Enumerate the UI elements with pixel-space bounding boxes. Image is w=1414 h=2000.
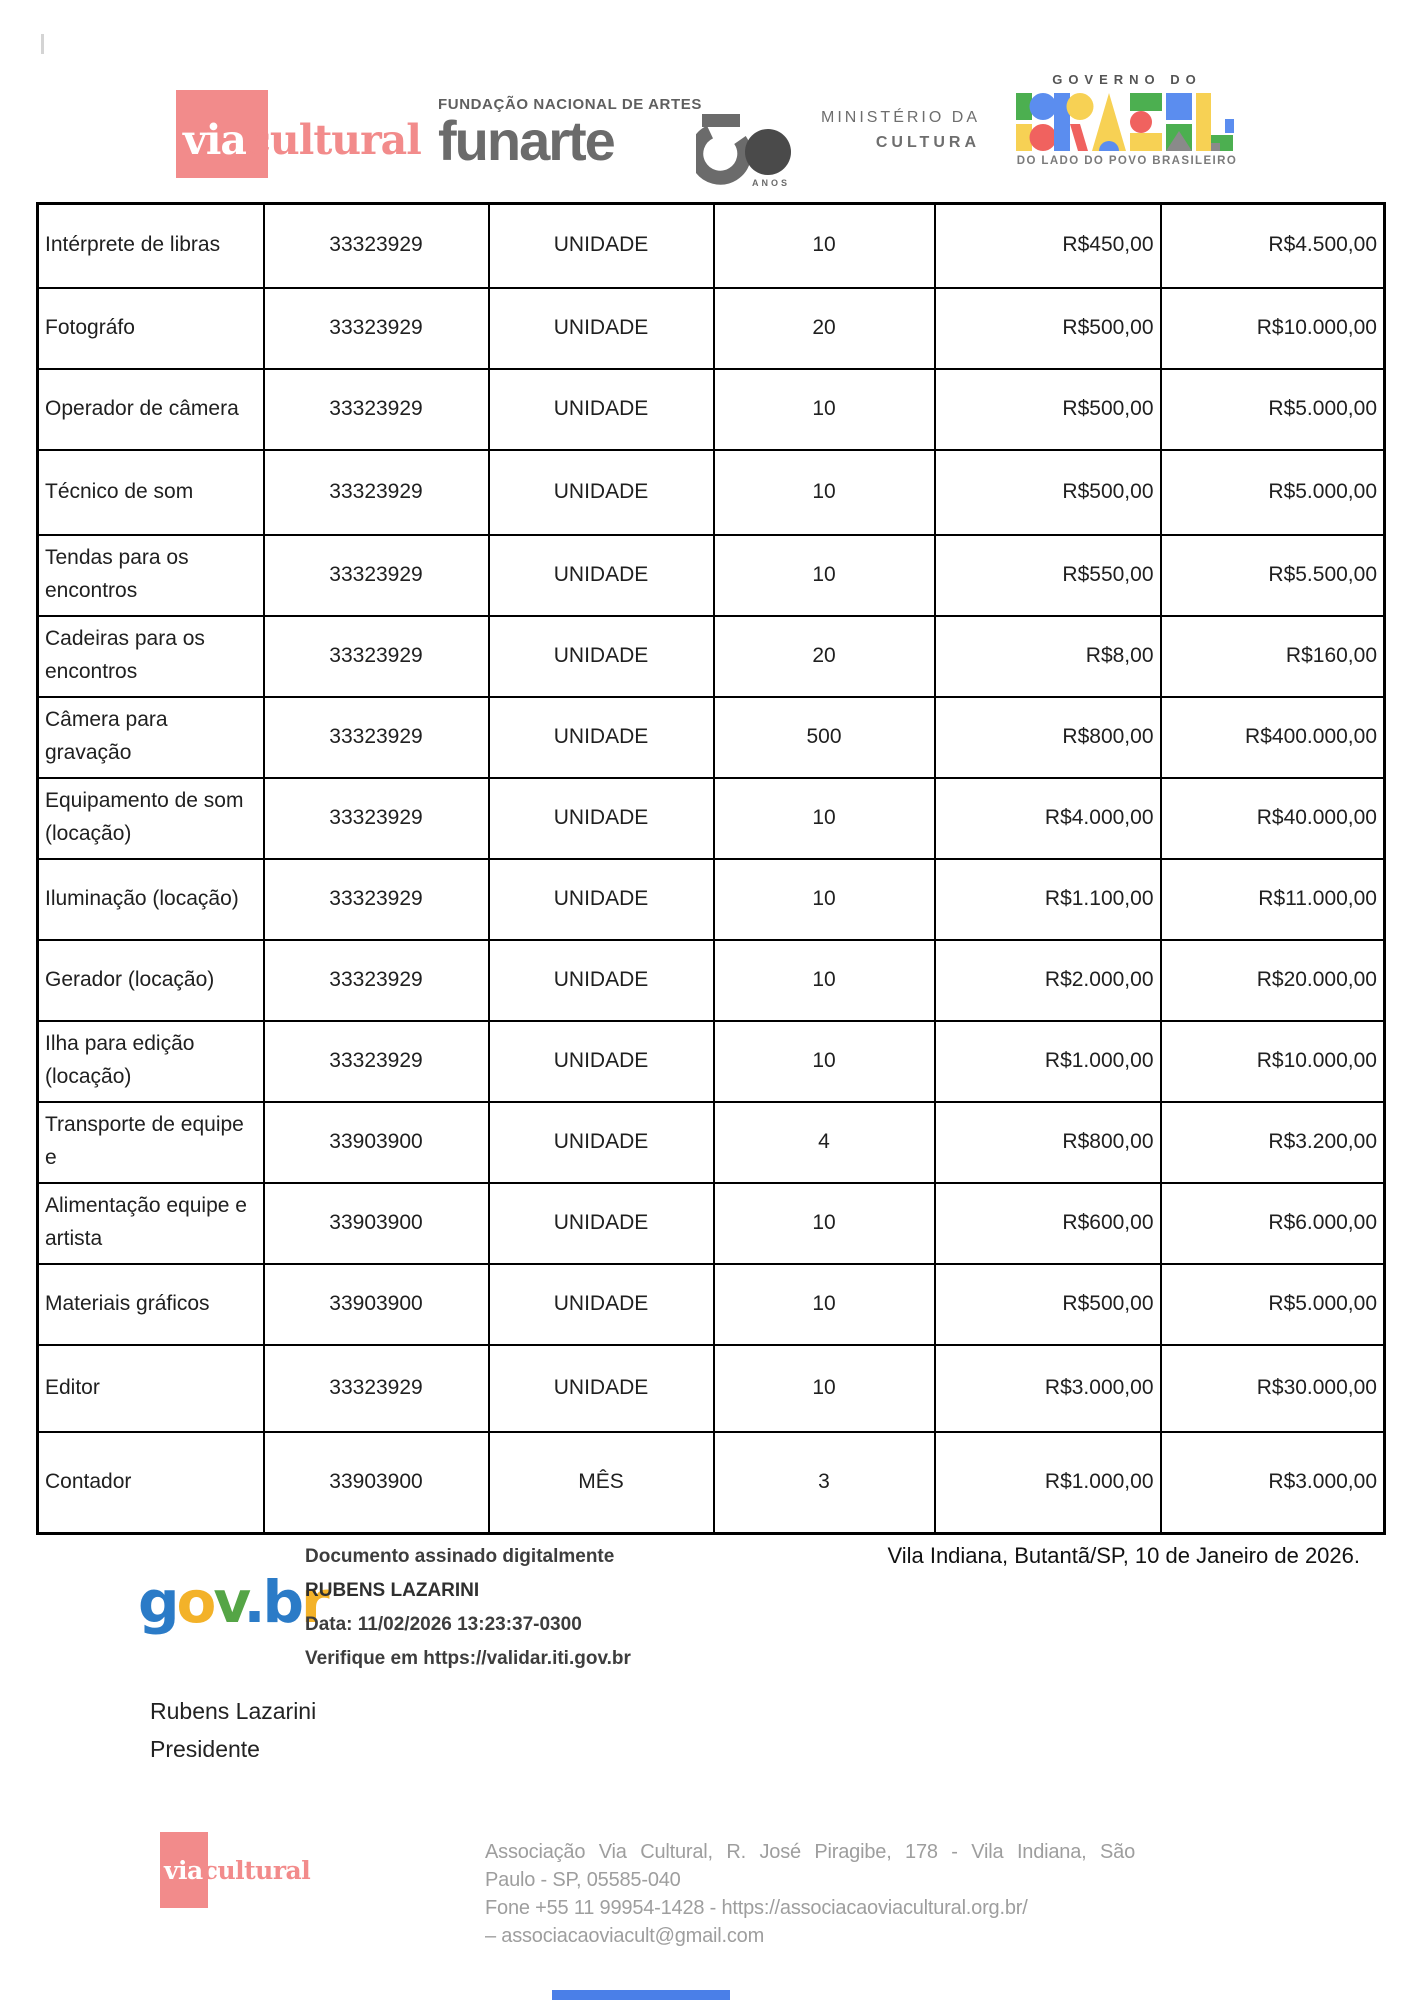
item-code: 33323929 [264, 204, 489, 288]
govbr-logo [138, 1568, 327, 1636]
item-total: R$4.500,00 [1161, 204, 1385, 288]
item-unit: UNIDADE [489, 940, 714, 1021]
item-unit: UNIDADE [489, 1345, 714, 1432]
table-row [38, 1102, 1385, 1183]
item-unit: UNIDADE [489, 1264, 714, 1345]
item-description: Câmera para gravação [38, 697, 264, 778]
footer-viacultural-via: via [164, 1856, 203, 1885]
item-code: 33323929 [264, 288, 489, 369]
signer-block [150, 1692, 316, 1768]
table-row [38, 778, 1385, 859]
viacultural-logo [176, 90, 436, 182]
item-quantity: 10 [714, 778, 935, 859]
item-quantity: 10 [714, 859, 935, 940]
item-total: R$5.000,00 [1161, 450, 1385, 535]
signature-date: Data: 11/02/2026 13:23:37-0300 [305, 1614, 582, 1635]
item-total: R$3.200,00 [1161, 1102, 1385, 1183]
scan-artifact-mark [41, 34, 44, 54]
footer-address-line: Associação Via Cultural, R. José Piragibe, 178 - Vila Indiana, São [485, 1841, 1135, 1863]
budget-table [36, 202, 1386, 1535]
item-code: 33323929 [264, 369, 489, 450]
item-unit: UNIDADE [489, 616, 714, 697]
table-row [38, 1021, 1385, 1102]
item-description: Transporte de equipe e [38, 1102, 264, 1183]
table-row [38, 1432, 1385, 1534]
item-code: 33323929 [264, 450, 489, 535]
footer-viacultural-text [164, 1856, 310, 1885]
govbr-letter-r: r [301, 1568, 327, 1636]
funarte-logo [438, 96, 798, 186]
bottom-blue-bar [552, 1990, 730, 2000]
table-row [38, 859, 1385, 940]
item-code: 33323929 [264, 616, 489, 697]
item-description: Contador [38, 1432, 264, 1534]
item-unit-price: R$8,00 [935, 616, 1161, 697]
item-description: Alimentação equipe e artista [38, 1183, 264, 1264]
item-quantity: 20 [714, 288, 935, 369]
signature-verify-url: Verifique em https://validar.iti.gov.br [305, 1648, 631, 1669]
signer-name: Rubens Lazarini [150, 1698, 317, 1724]
item-quantity: 10 [714, 369, 935, 450]
item-total: R$10.000,00 [1161, 288, 1385, 369]
item-quantity: 10 [714, 940, 935, 1021]
item-unit: UNIDADE [489, 859, 714, 940]
ministerio-line2: CULTURA [875, 134, 980, 151]
item-total: R$20.000,00 [1161, 940, 1385, 1021]
item-description: Operador de câmera [38, 369, 264, 450]
item-code: 33903900 [264, 1183, 489, 1264]
table-row [38, 450, 1385, 535]
govbr-letter-b: b [262, 1568, 302, 1636]
item-unit-price: R$550,00 [935, 535, 1161, 616]
item-unit: UNIDADE [489, 450, 714, 535]
footer-address [485, 1838, 1135, 1950]
item-quantity: 10 [714, 204, 935, 288]
item-unit: UNIDADE [489, 697, 714, 778]
item-code: 33323929 [264, 859, 489, 940]
footer-viacultural-logo [160, 1832, 380, 1912]
table-row [38, 1345, 1385, 1432]
governo-top-text: GOVERNO DO [1052, 72, 1202, 87]
table-row [38, 204, 1385, 288]
item-unit-price: R$2.000,00 [935, 940, 1161, 1021]
item-description: Cadeiras para os encontros [38, 616, 264, 697]
item-description: Ilha para edição (locação) [38, 1021, 264, 1102]
item-description: Gerador (locação) [38, 940, 264, 1021]
item-unit-price: R$1.000,00 [935, 1432, 1161, 1534]
item-unit: UNIDADE [489, 1021, 714, 1102]
funarte-tagline: FUNDAÇÃO NACIONAL DE ARTES [438, 96, 702, 113]
item-total: R$3.000,00 [1161, 1432, 1385, 1534]
item-unit: UNIDADE [489, 288, 714, 369]
item-quantity: 10 [714, 1021, 935, 1102]
signature-statement: Documento assinado digitalmente [305, 1546, 615, 1567]
governo-do-brasil-logo [1012, 72, 1242, 167]
item-code: 33323929 [264, 1021, 489, 1102]
item-code: 33323929 [264, 1345, 489, 1432]
footer-address-line: Paulo - SP, 05585-040 [485, 1869, 681, 1891]
table-row [38, 616, 1385, 697]
item-unit-price: R$500,00 [935, 1264, 1161, 1345]
item-total: R$10.000,00 [1161, 1021, 1385, 1102]
signer-role: Presidente [150, 1736, 260, 1762]
digital-signature-block [305, 1540, 725, 1676]
item-code: 33903900 [264, 1432, 489, 1534]
item-unit-price: R$4.000,00 [935, 778, 1161, 859]
viacultural-cultural: cultural [245, 116, 421, 164]
item-unit-price: R$1.100,00 [935, 859, 1161, 940]
item-quantity: 10 [714, 450, 935, 535]
item-quantity: 3 [714, 1432, 935, 1534]
item-total: R$400.000,00 [1161, 697, 1385, 778]
footer-address-line: – associacaoviacult@gmail.com [485, 1925, 765, 1947]
funarte-wordmark: funarte [438, 109, 614, 172]
footer-viacultural-cultural: cultural [202, 1856, 311, 1885]
ministerio-line1: MINISTÉRIO DA [820, 109, 980, 126]
item-total: R$6.000,00 [1161, 1183, 1385, 1264]
footer-address-line: Fone +55 11 99954-1428 - https://associacaoviacultural.org.br/ [485, 1897, 1028, 1919]
item-unit: UNIDADE [489, 778, 714, 859]
governo-tagline: DO LADO DO POVO BRASILEIRO [1016, 155, 1238, 167]
brasil-wordmark-icon [1016, 93, 1238, 151]
budget-table-body [38, 204, 1385, 1534]
item-unit-price: R$800,00 [935, 1102, 1161, 1183]
item-code: 33903900 [264, 1264, 489, 1345]
item-unit: UNIDADE [489, 535, 714, 616]
item-code: 33323929 [264, 697, 489, 778]
item-total: R$30.000,00 [1161, 1345, 1385, 1432]
item-unit-price: R$3.000,00 [935, 1345, 1161, 1432]
table-row [38, 697, 1385, 778]
item-total: R$40.000,00 [1161, 778, 1385, 859]
item-code: 33323929 [264, 940, 489, 1021]
item-unit: UNIDADE [489, 369, 714, 450]
item-code: 33903900 [264, 1102, 489, 1183]
govbr-letter-g: g [138, 1568, 177, 1636]
item-unit: UNIDADE [489, 1183, 714, 1264]
govbr-letter-o: o [176, 1568, 214, 1636]
svg-text:ANOS: ANOS [752, 178, 791, 188]
item-code: 33323929 [264, 778, 489, 859]
signature-name: RUBENS LAZARINI [305, 1580, 480, 1601]
item-quantity: 4 [714, 1102, 935, 1183]
item-unit-price: R$500,00 [935, 450, 1161, 535]
table-row [38, 1183, 1385, 1264]
ministerio-cultura-logo [800, 105, 980, 155]
item-quantity: 10 [714, 535, 935, 616]
item-unit-price: R$600,00 [935, 1183, 1161, 1264]
funarte-50-anos-icon [696, 114, 796, 192]
item-description: Equipamento de som (locação) [38, 778, 264, 859]
table-row [38, 369, 1385, 450]
item-total: R$160,00 [1161, 616, 1385, 697]
table-row [38, 940, 1385, 1021]
item-quantity: 10 [714, 1264, 935, 1345]
item-unit-price: R$1.000,00 [935, 1021, 1161, 1102]
item-unit: UNIDADE [489, 1102, 714, 1183]
item-total: R$5.500,00 [1161, 535, 1385, 616]
item-total: R$5.000,00 [1161, 1264, 1385, 1345]
item-code: 33323929 [264, 535, 489, 616]
item-total: R$11.000,00 [1161, 859, 1385, 940]
viacultural-logo-text [183, 116, 421, 164]
item-unit-price: R$800,00 [935, 697, 1161, 778]
item-unit-price: R$500,00 [935, 369, 1161, 450]
govbr-dot: . [243, 1568, 263, 1636]
item-description: Iluminação (locação) [38, 859, 264, 940]
item-description: Técnico de som [38, 450, 264, 535]
table-row [38, 288, 1385, 369]
table-row [38, 535, 1385, 616]
item-unit-price: R$500,00 [935, 288, 1161, 369]
item-unit-price: R$450,00 [935, 204, 1161, 288]
item-description: Tendas para os encontros [38, 535, 264, 616]
item-quantity: 10 [714, 1183, 935, 1264]
item-description: Editor [38, 1345, 264, 1432]
viacultural-via: via [183, 116, 246, 164]
item-quantity: 500 [714, 697, 935, 778]
item-unit: UNIDADE [489, 204, 714, 288]
item-description: Intérprete de libras [38, 204, 264, 288]
item-description: Materiais gráficos [38, 1264, 264, 1345]
govbr-letter-v: v [213, 1568, 244, 1636]
item-quantity: 10 [714, 1345, 935, 1432]
item-description: Fotográfo [38, 288, 264, 369]
item-quantity: 20 [714, 616, 935, 697]
table-row [38, 1264, 1385, 1345]
document-date-line: Vila Indiana, Butantã/SP, 10 de Janeiro de 2026. [887, 1543, 1360, 1568]
item-total: R$5.000,00 [1161, 369, 1385, 450]
item-unit: MÊS [489, 1432, 714, 1534]
